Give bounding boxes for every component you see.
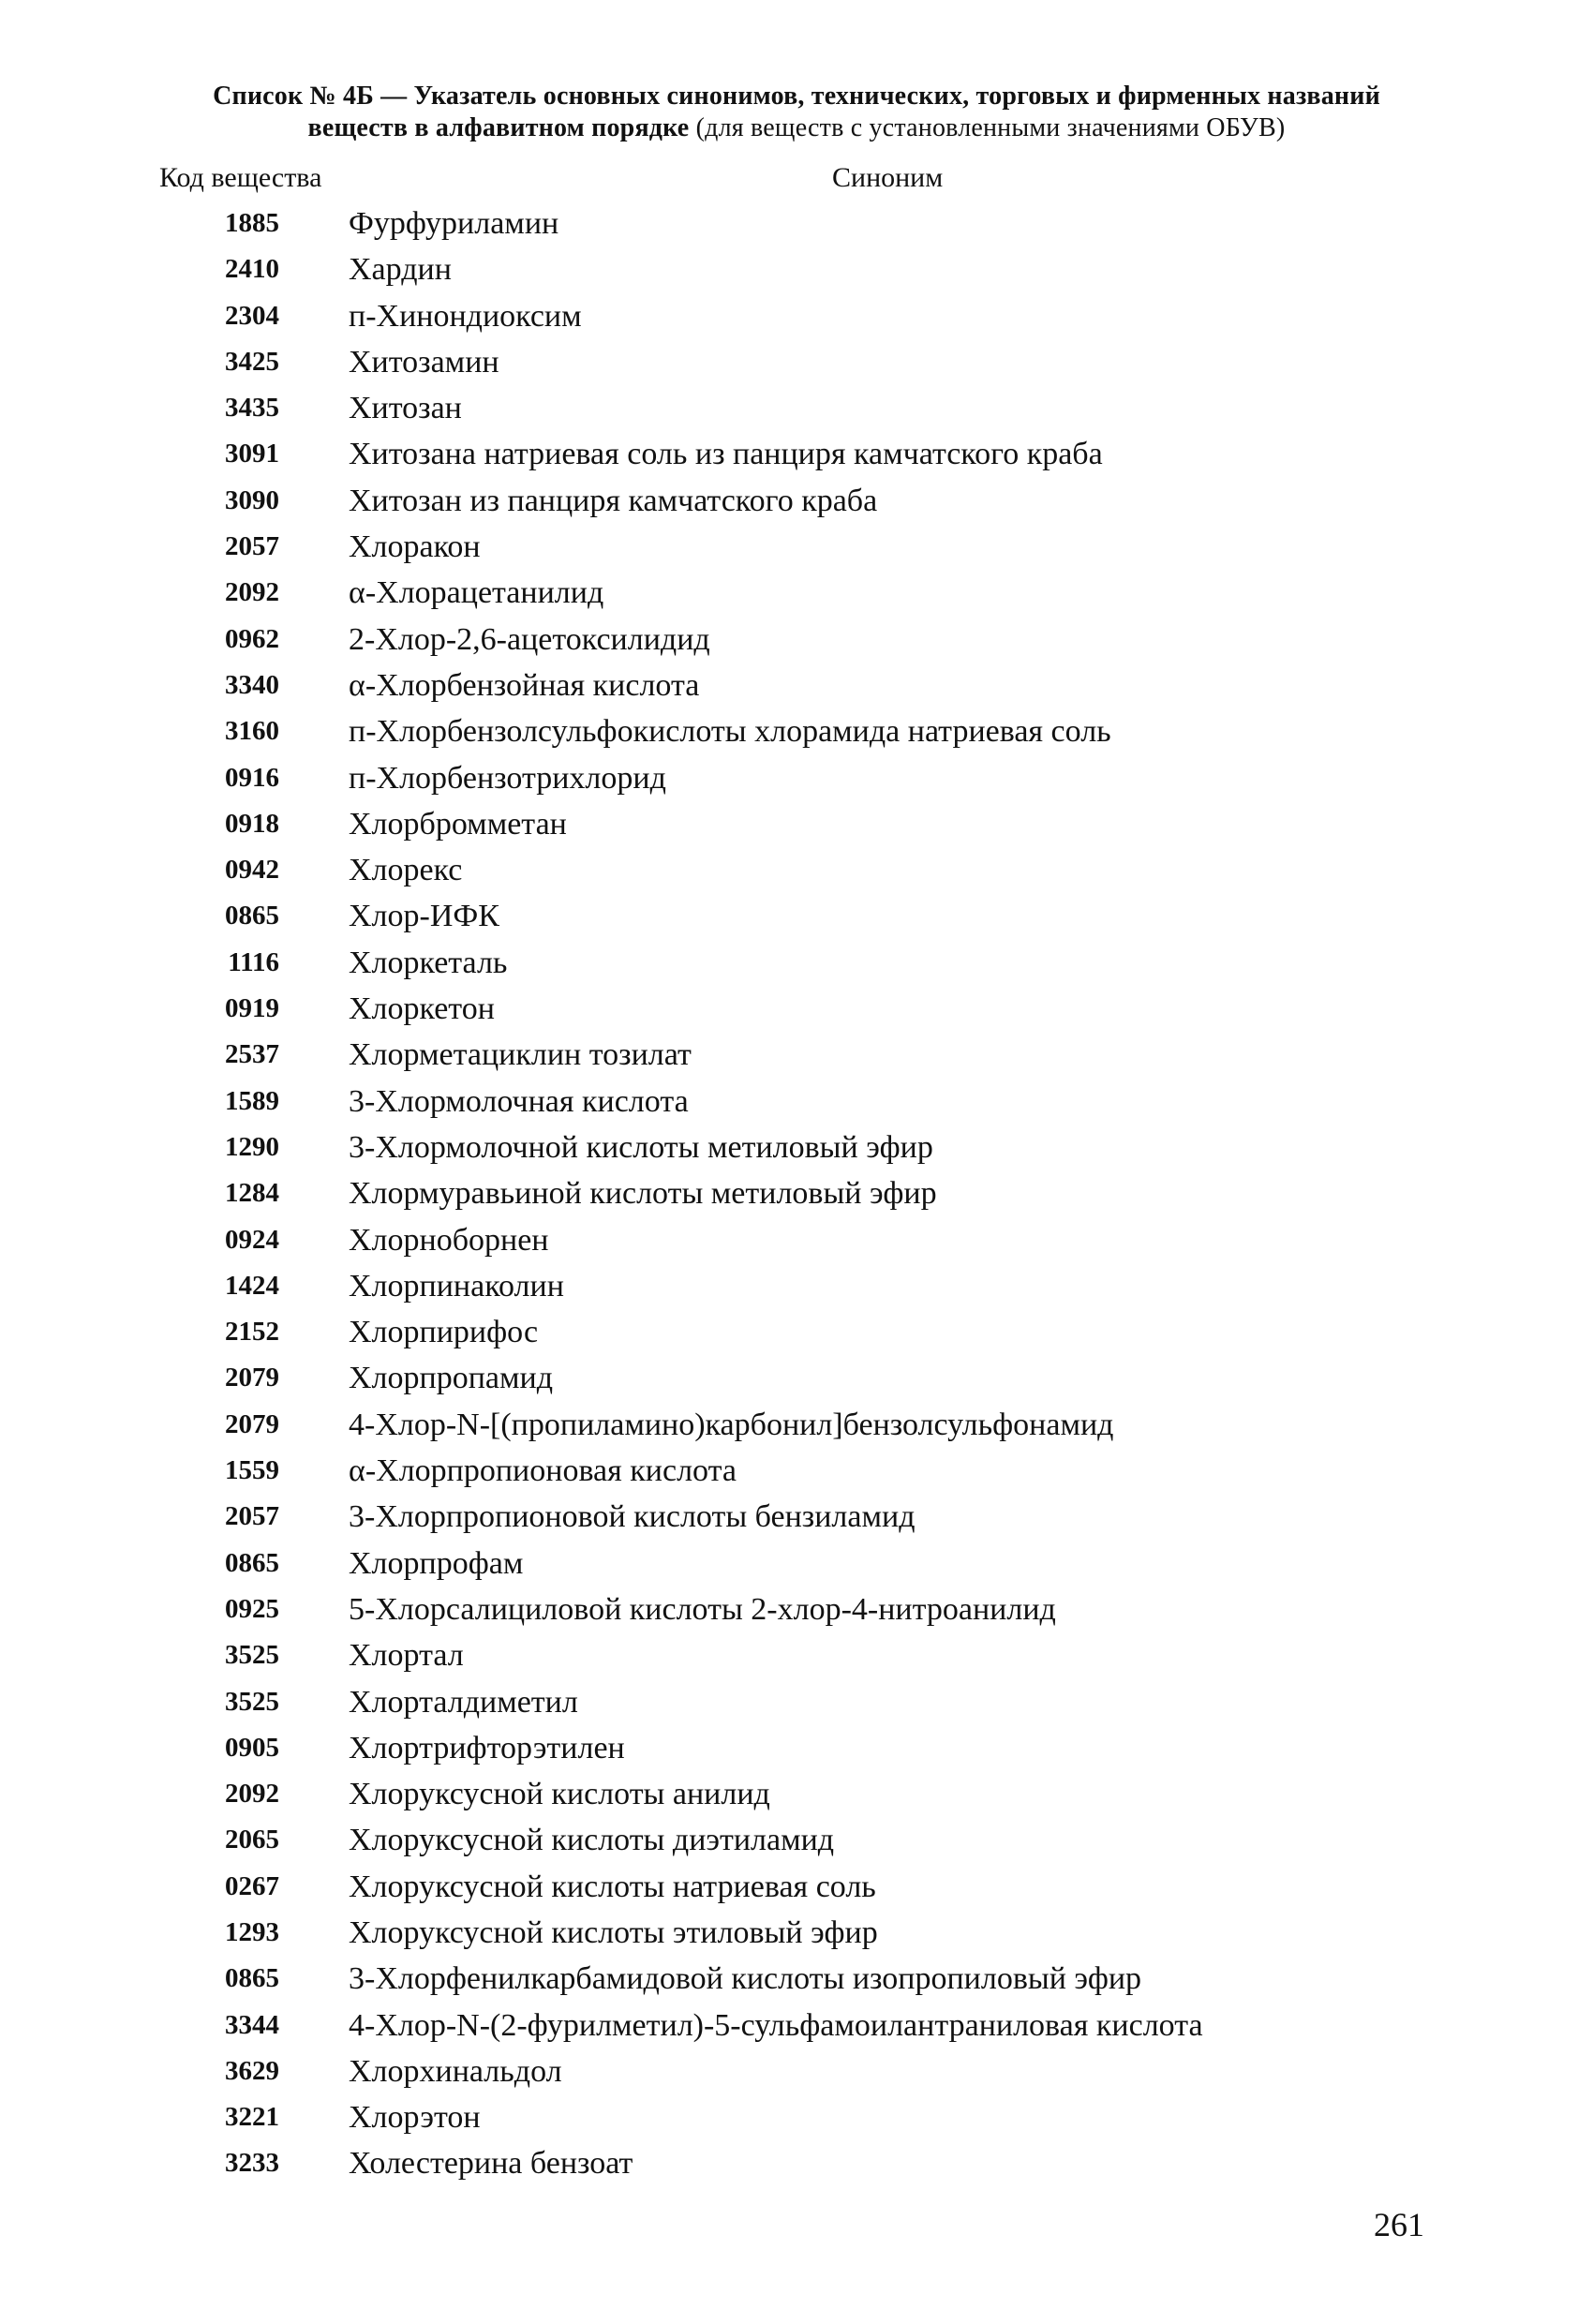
synonym-text: Хитозан из панциря камчатского краба	[349, 483, 878, 518]
list-item	[0, 617, 1593, 663]
list-item	[0, 2094, 1593, 2140]
synonym-text: 3-Хлорпропионовой кислоты бензиламид	[349, 1499, 916, 1535]
synonym-text: Хлорталдиметил	[349, 1684, 578, 1720]
list-item	[0, 570, 1593, 616]
list-item	[0, 708, 1593, 754]
synonym-text: 3-Хлормолочная кислота	[349, 1083, 689, 1119]
list-item	[0, 1679, 1593, 1725]
synonym-text: 4-Хлор-N-[(пропиламино)карбонил]бензолсульфонамид	[349, 1407, 1114, 1442]
list-item	[0, 1309, 1593, 1355]
substance-code: 0925	[225, 1593, 279, 1624]
synonym-text: Хлорхинальдол	[349, 2053, 562, 2089]
synonym-text: Хлор-ИФК	[349, 899, 499, 934]
list-title-line-2-note: (для веществ с установленными значениями ОБУВ)	[695, 113, 1286, 142]
synonym-text: Хлоруксусной кислоты этиловый эфир	[349, 1914, 878, 1950]
substance-code: 0924	[225, 1224, 279, 1255]
substance-code: 0942	[225, 855, 279, 886]
substance-code: 1116	[228, 946, 279, 977]
synonym-text: Хлормуравьиной кислоты метиловый эфир	[349, 1176, 937, 1212]
list-item	[0, 431, 1593, 477]
synonym-text: п-Хинондиоксим	[349, 298, 582, 334]
substance-code: 3344	[225, 2009, 279, 2040]
substance-code: 3233	[225, 2148, 279, 2179]
list-item	[0, 801, 1593, 847]
list-item	[0, 893, 1593, 939]
substance-code: 0916	[225, 762, 279, 793]
synonym-text: Хлортрифторэтилен	[349, 1730, 625, 1765]
substance-code: 2092	[225, 577, 279, 608]
list-item	[0, 1217, 1593, 1263]
synonym-text: Хлорноборнен	[349, 1222, 549, 1258]
list-item	[0, 986, 1593, 1032]
substance-code: 2057	[225, 1501, 279, 1532]
list-item	[0, 1263, 1593, 1309]
substance-code: 1589	[225, 1085, 279, 1116]
list-item	[0, 755, 1593, 801]
synonym-list	[0, 201, 1593, 2187]
synonym-text: Хлорметациклин тозилат	[349, 1037, 692, 1073]
substance-code: 1424	[225, 1270, 279, 1301]
synonym-text: α-Хлорпропионовая кислота	[349, 1453, 737, 1489]
list-item	[0, 940, 1593, 986]
substance-code: 3525	[225, 1640, 279, 1671]
list-item	[0, 1125, 1593, 1170]
substance-code: 3091	[225, 439, 279, 469]
synonym-text: Хлорпинаколин	[349, 1268, 564, 1304]
substance-code: 3525	[225, 1686, 279, 1717]
list-item	[0, 2003, 1593, 2048]
synonym-text: Хлорпропамид	[349, 1361, 554, 1396]
list-item	[0, 1494, 1593, 1540]
substance-code: 2152	[225, 1317, 279, 1348]
synonym-text: Хитозан	[349, 391, 462, 426]
substance-code: 3629	[225, 2055, 279, 2086]
list-item	[0, 1032, 1593, 1078]
substance-code: 1284	[225, 1178, 279, 1209]
synonym-text: Хлорэтон	[349, 2100, 481, 2136]
synonym-text: Хлоруксусной кислоты натриевая соль	[349, 1869, 876, 1904]
list-item	[0, 847, 1593, 893]
synonym-text: Хлорекс	[349, 853, 463, 888]
synonym-text: 3-Хлормолочной кислоты метиловый эфир	[349, 1129, 933, 1165]
list-item	[0, 1910, 1593, 1956]
substance-code: 2065	[225, 1825, 279, 1855]
list-item	[0, 1170, 1593, 1216]
page-number: 261	[1374, 2206, 1424, 2243]
list-item	[0, 663, 1593, 708]
substance-code: 0918	[225, 808, 279, 839]
substance-code: 3221	[225, 2102, 279, 2133]
substance-code: 2092	[225, 1779, 279, 1810]
synonym-text: 5-Хлорсалициловой кислоты 2-хлор-4-нитроанилид	[349, 1591, 1056, 1627]
substance-code: 3090	[225, 484, 279, 515]
substance-code: 1885	[225, 208, 279, 238]
synonym-text: 3-Хлорфенилкарбамидовой кислоты изопропиловый эфир	[349, 1961, 1142, 1997]
synonym-text: 2-Хлор-2,6-ацетоксилидид	[349, 621, 710, 657]
synonym-text: Хлортал	[349, 1638, 464, 1674]
list-item	[0, 2048, 1593, 2094]
list-item	[0, 293, 1593, 339]
synonym-text: Хлоруксусной кислоты диэтиламид	[349, 1823, 835, 1858]
list-title-line-1: Список № 4Б — Указатель основных синонимов, технических, торговых и фирменных названий	[213, 82, 1380, 111]
substance-code: 0865	[225, 901, 279, 931]
substance-code: 2537	[225, 1039, 279, 1070]
substance-code: 3425	[225, 346, 279, 377]
list-item	[0, 1632, 1593, 1678]
list-item	[0, 1355, 1593, 1401]
list-item	[0, 524, 1593, 570]
substance-code: 2079	[225, 1408, 279, 1439]
synonym-text: α-Хлорацетанилид	[349, 575, 604, 611]
list-item	[0, 1956, 1593, 2002]
list-item	[0, 1771, 1593, 1817]
synonym-text: α-Хлорбензойная кислота	[349, 667, 700, 703]
substance-code: 0919	[225, 993, 279, 1024]
substance-code: 2410	[225, 254, 279, 285]
list-item	[0, 1587, 1593, 1632]
substance-code: 0865	[225, 1963, 279, 1994]
synonym-text: Хардин	[349, 252, 452, 288]
synonym-text: Хитозамин	[349, 344, 499, 380]
substance-code: 0905	[225, 1732, 279, 1763]
list-item	[0, 1448, 1593, 1494]
substance-code: 1290	[225, 1131, 279, 1162]
list-item	[0, 1402, 1593, 1448]
list-item	[0, 1541, 1593, 1587]
synonym-text: п-Хлорбензотрихлорид	[349, 760, 666, 796]
synonym-text: Хлоркетон	[349, 991, 495, 1027]
list-item	[0, 1817, 1593, 1863]
list-item	[0, 385, 1593, 431]
synonym-text: Хлорпрофам	[349, 1545, 524, 1581]
column-header-synonym: Синоним	[832, 162, 944, 193]
substance-code: 0865	[225, 1547, 279, 1578]
synonym-text: Хитозана натриевая соль из панциря камчатского краба	[349, 437, 1103, 472]
substance-code: 0962	[225, 623, 279, 654]
synonym-text: п-Хлорбензолсульфокислоты хлорамида натриевая соль	[349, 714, 1111, 750]
list-title-line-2	[141, 112, 1452, 144]
synonym-text: Фурфуриламин	[349, 206, 559, 241]
list-item	[0, 478, 1593, 524]
substance-code: 3160	[225, 716, 279, 747]
substance-code: 1293	[225, 1916, 279, 1947]
synonym-text: 4-Хлор-N-(2-фурилметил)-5-сульфамоилантраниловая кислота	[349, 2007, 1203, 2043]
list-item	[0, 1725, 1593, 1771]
synonym-text: Холестерина бензоат	[349, 2146, 633, 2182]
substance-code: 2079	[225, 1363, 279, 1393]
substance-code: 2304	[225, 300, 279, 331]
list-item	[0, 201, 1593, 246]
substance-code: 3340	[225, 669, 279, 700]
list-item	[0, 339, 1593, 385]
substance-code: 3435	[225, 393, 279, 424]
list-item	[0, 1864, 1593, 1910]
list-item	[0, 1079, 1593, 1125]
substance-code: 1559	[225, 1455, 279, 1486]
substance-code: 2057	[225, 531, 279, 562]
list-title-line-2-bold: веществ в алфавитном порядке	[307, 113, 690, 142]
synonym-text: Хлорпирифос	[349, 1315, 539, 1350]
synonym-text: Хлоракон	[349, 529, 481, 565]
column-header-code: Код вещества	[159, 162, 322, 193]
synonym-text: Хлоруксусной кислоты анилид	[349, 1777, 770, 1812]
synonym-text: Хлоркеталь	[349, 945, 508, 980]
list-item	[0, 2140, 1593, 2186]
synonym-text: Хлорбромметан	[349, 806, 567, 842]
substance-code: 0267	[225, 1870, 279, 1901]
list-item	[0, 246, 1593, 292]
